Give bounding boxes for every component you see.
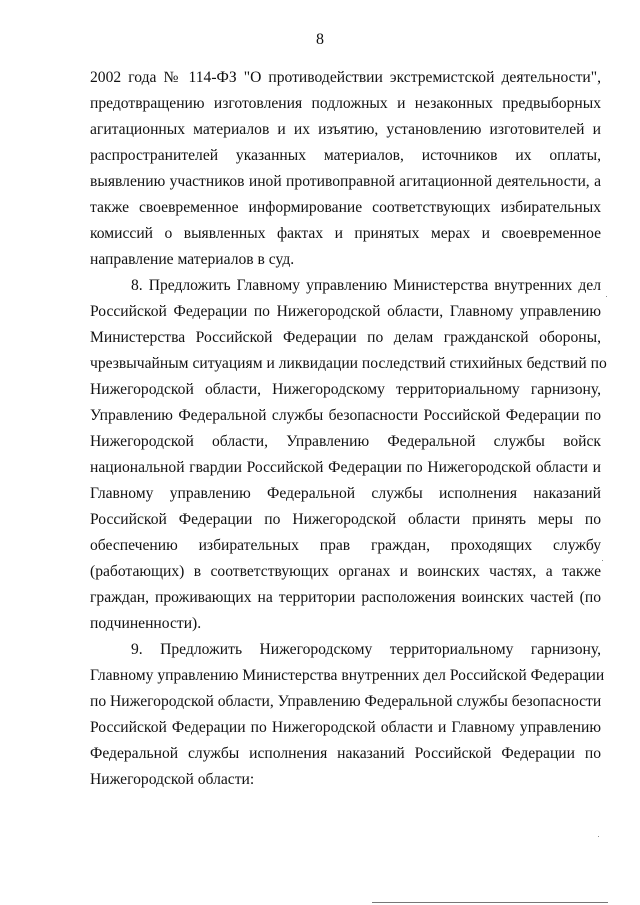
text-line: Главному управлению Федеральной службы исполнения наказаний — [90, 485, 601, 502]
text-line: подчиненности). — [90, 615, 202, 632]
paragraph-9-first-line: 9. Предложить Нижегородскому территориальному гарнизону, — [131, 641, 601, 658]
text-line: национальной гвардии Российской Федерации по Нижегородской области и — [90, 459, 601, 476]
text-line: обеспечению избирательных прав граждан, проходящих службу — [90, 537, 601, 554]
text-line: распространителей указанных материалов, источников их оплаты, — [90, 147, 601, 164]
text-line: Главному управлению Министерства внутренних дел Российской Федерации — [90, 667, 605, 684]
paragraph-8-first-line: 8. Предложить Главному управлению Министерства внутренних дел — [131, 277, 601, 294]
text-line: направление материалов в суд. — [90, 251, 295, 268]
text-line: Нижегородской области, Управлению Федеральной службы войск — [90, 433, 601, 450]
text-line: чрезвычайным ситуациям и ликвидации последствий стихийных бедствий по — [90, 355, 607, 372]
text-line: Нижегородской области, Нижегородскому территориальному гарнизону, — [90, 381, 601, 398]
text-line: Нижегородской области: — [90, 771, 255, 788]
text-line: Российской Федерации по Нижегородской области, Главному управлению — [90, 303, 601, 320]
text-line: Российской Федерации по Нижегородской области принять меры по — [90, 511, 601, 528]
text-line: комиссий о выявленных фактах и принятых мерах и своевременное — [90, 225, 601, 242]
text-line: Управлению Федеральной службы безопасности Российской Федерации по — [90, 407, 601, 424]
text-line: выявлению участников иной противоправной агитационной деятельности, а — [90, 173, 601, 190]
scan-speck — [602, 560, 603, 561]
scan-edge-line — [372, 902, 608, 903]
scan-speck — [606, 296, 607, 297]
text-line: также своевременное информирование соответствующих избирательных — [90, 199, 601, 216]
text-line: предотвращению изготовления подложных и незаконных предвыборных — [90, 95, 601, 112]
page-number: 8 — [316, 31, 324, 48]
text-line: (работающих) в соответствующих органах и воинских частях, а также — [90, 563, 601, 580]
scan-speck — [598, 836, 599, 837]
text-line: по Нижегородской области, Управлению Федеральной службы безопасности — [90, 693, 602, 710]
text-line: Министерства Российской Федерации по делам гражданской обороны, — [90, 329, 601, 346]
text-line: Российской Федерации по Нижегородской области и Главному управлению — [90, 719, 601, 736]
text-line: агитационных материалов и их изъятию, установлению изготовителей и — [90, 121, 601, 138]
text-line: граждан, проживающих на территории расположения воинских частей (по — [90, 589, 601, 606]
text-line: Федеральной службы исполнения наказаний Российской Федерации по — [90, 745, 601, 762]
text-line: 2002 года № 114-ФЗ "О противодействии экстремистской деятельности", — [90, 69, 601, 86]
